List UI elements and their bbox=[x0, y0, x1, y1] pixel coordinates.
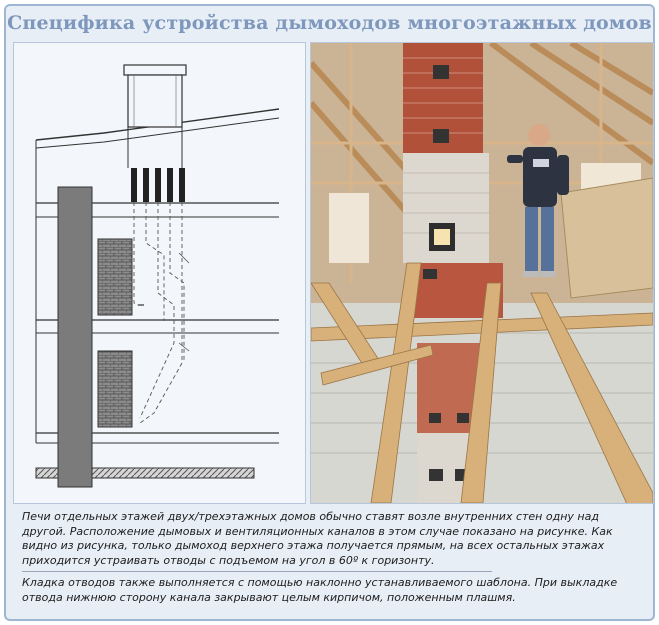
caption-paragraph-2: Кладка отводов также выполняется с помощью наклонно устанавливаемого шаблона. При выкладке отвода нижнюю сторону канала закрывают целым кирпичом, положенным плашмя. bbox=[22, 576, 618, 604]
chimney-diagram bbox=[13, 42, 306, 504]
info-card bbox=[4, 4, 655, 621]
attic-photo bbox=[310, 42, 654, 504]
attic-photo-illustration bbox=[311, 43, 653, 503]
caption-paragraph-1: Печи отдельных этажей двух/трехэтажных домов обычно ставят возле внутренних стен одну над другой. Расположение дымовых и вентиляционных каналов в этом случае показано на рисунке. Как видно из рисунка, только дымоход верхнего этажа получается прямым, на всех остальных этажах приходится устраивать отводы с подъемом на угол в 60º к горизонту. bbox=[22, 510, 613, 567]
caption bbox=[22, 510, 642, 605]
page-title: Специфика устройства дымоходов многоэтажных домов bbox=[7, 12, 652, 34]
chimney-diagram-drawing bbox=[14, 43, 305, 503]
caption-divider bbox=[22, 571, 492, 572]
